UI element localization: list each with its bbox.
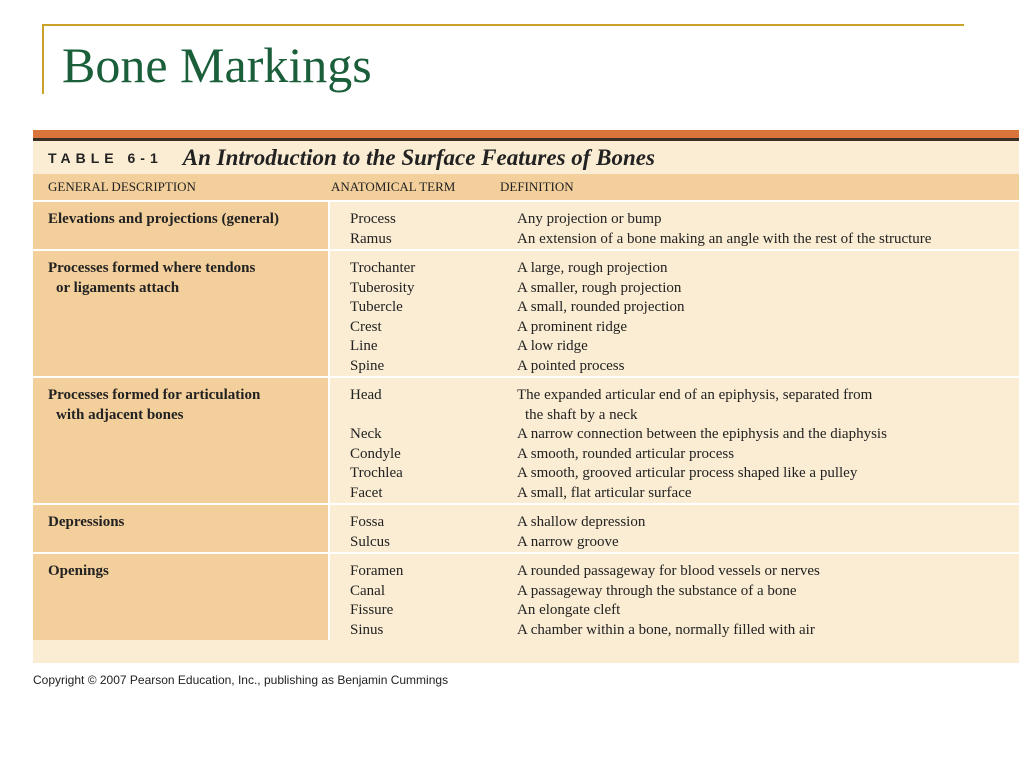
header-anatomical-term: ANATOMICAL TERM [331,179,456,194]
anatomical-term: Trochanter [350,260,416,276]
anatomical-term-cell [330,378,499,503]
general-description-text: Processes formed for articulation [48,387,261,403]
table-group-row [33,376,1019,503]
definition-text: A smaller, rough projection [517,279,682,296]
header-definition: DEFINITION [500,179,574,194]
definition-text: A prominent ridge [517,318,627,335]
table-label: TABLE 6-1 [48,149,163,166]
general-description-text: Depressions [48,514,125,530]
anatomical-term-cell [330,202,499,249]
anatomical-term: Tuberosity [350,279,415,296]
anatomical-term: Process [350,211,396,227]
anatomical-term: Crest [350,318,382,335]
anatomical-term: Tubercle [350,299,403,315]
anatomical-term-cell [330,505,499,552]
anatomical-term: Foramen [350,563,404,579]
definition-cell [499,378,1019,503]
general-description-text: or ligaments attach [56,279,180,296]
definition-text: A pointed process [517,357,625,374]
definition-text: A small, flat articular surface [517,484,692,501]
anatomical-term: Canal [350,582,385,599]
anatomical-term [350,406,499,426]
definition-cell [499,202,1019,249]
definition-text: A rounded passageway for blood vessels or nerves [517,563,820,579]
table-caption-text: An Introduction to the Surface Features of Bones [182,144,655,170]
definition-cell [499,554,1019,640]
anatomical-term: Line [350,338,378,354]
definition-text: A low ridge [517,338,588,354]
definition-text: A narrow groove [517,533,619,550]
frame-top-rule [42,24,964,26]
general-description-cell [33,505,330,552]
anatomical-term: Head [350,387,382,403]
frame-left-rule [42,24,44,94]
table-caption [33,141,1019,174]
table-group-row [33,503,1019,552]
definition-text: A shallow depression [517,514,646,530]
anatomical-term: Trochlea [350,465,403,481]
general-description-cell [33,378,330,503]
definition-text: Any projection or bump [517,211,662,227]
table-header-row [33,174,1019,200]
bone-markings-table [33,130,1019,663]
general-description-text: with adjacent bones [56,406,184,423]
general-description-text: Openings [48,563,109,579]
general-description-cell [33,554,330,640]
general-description-text: Processes formed where tendons [48,260,256,276]
definition-text: A smooth, grooved articular process shaped like a pulley [517,465,858,481]
slide-title: Bone Markings [62,37,372,93]
table-group-row [33,200,1019,249]
definition-text: The expanded articular end of an epiphysis, separated from [517,387,873,403]
anatomical-term: Neck [350,426,382,442]
table-group-row [33,552,1019,640]
anatomical-term: Fissure [350,602,394,618]
anatomical-term: Sulcus [350,533,391,550]
definition-text: A large, rough projection [517,260,668,276]
definition-text: A passageway through the substance of a bone [517,582,797,599]
general-description-cell [33,251,330,376]
definition-text: A small, rounded projection [517,299,685,315]
general-description-cell [33,202,330,249]
definition-cell [499,251,1019,376]
anatomical-term: Ramus [350,230,392,247]
definition-text: An elongate cleft [517,602,621,618]
anatomical-term: Condyle [350,445,401,462]
table-top-bar [33,130,1019,138]
definition-text: the shaft by a neck [525,406,638,423]
definition-text: A chamber within a bone, normally filled with air [517,621,815,638]
header-general-description: GENERAL DESCRIPTION [48,179,196,194]
definition-text: A narrow connection between the epiphysis and the diaphysis [517,426,887,442]
anatomical-term-cell [330,554,499,640]
definition-text: A smooth, rounded articular process [517,445,735,462]
anatomical-term: Sinus [350,621,384,638]
anatomical-term: Spine [350,357,385,374]
anatomical-term-cell [330,251,499,376]
table-group-row [33,249,1019,376]
definition-text: An extension of a bone making an angle with the rest of the structure [517,230,932,247]
definition-cell [499,505,1019,552]
copyright-notice: Copyright © 2007 Pearson Education, Inc., publishing as Benjamin Cummings [33,673,449,687]
anatomical-term: Facet [350,484,383,501]
table-body [33,200,1019,640]
anatomical-term: Fossa [350,514,385,530]
general-description-text: Elevations and projections (general) [48,211,279,227]
